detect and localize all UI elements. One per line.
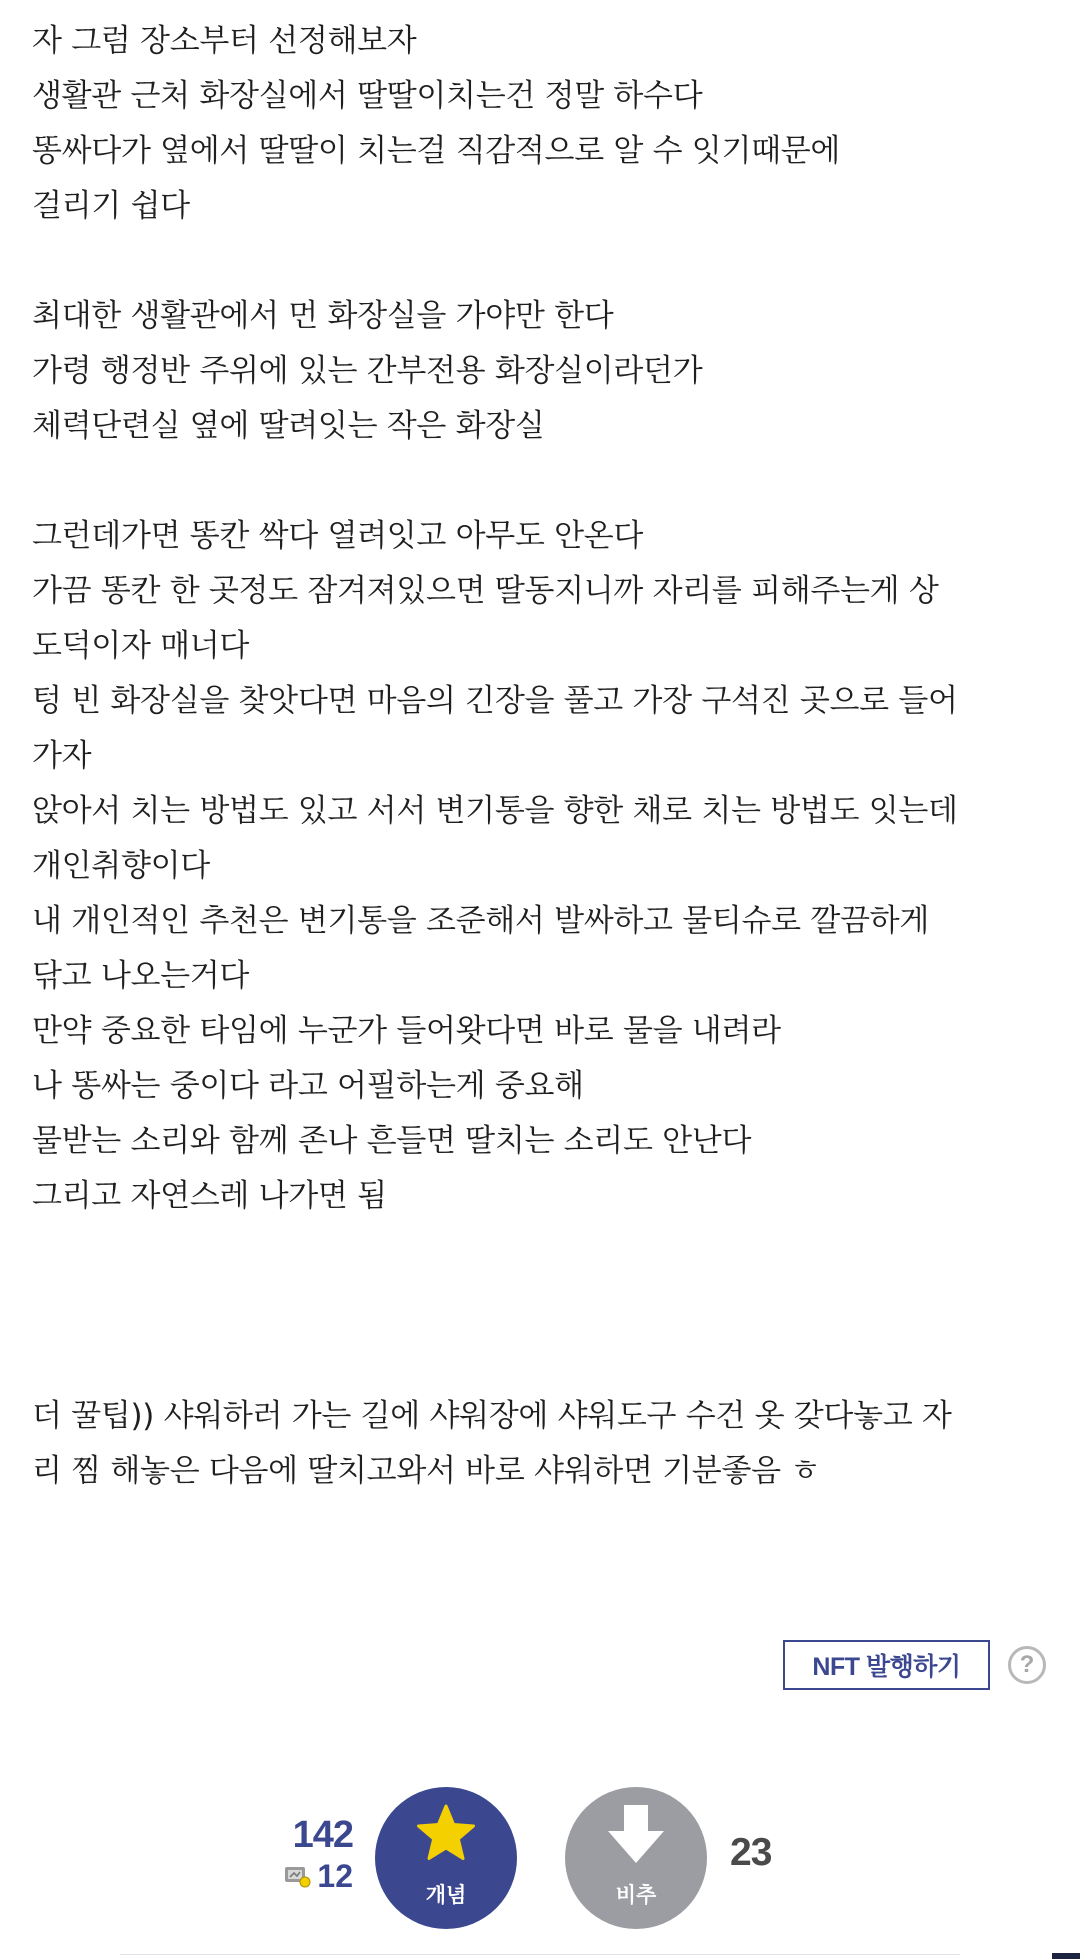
corner-edge <box>1052 1953 1080 1959</box>
fix-badge-icon <box>284 1864 311 1888</box>
nft-mint-button[interactable]: NFT 발행하기 <box>783 1640 990 1690</box>
upvote-stats <box>284 1815 353 1893</box>
post-line: 그리고 자연스레 나가면 됨 <box>32 1178 387 1214</box>
blank-gap <box>32 1224 1052 1389</box>
post-line: 가령 행정반 주위에 있는 간부전용 화장실이라던가 <box>32 353 703 389</box>
question-circle-icon[interactable]: ? <box>1008 1646 1046 1684</box>
post-line: 물받는 소리와 함께 존나 흔들면 딸치는 소리도 안난다 <box>32 1123 752 1159</box>
vote-area <box>0 1785 1080 1930</box>
post-line: 걸리기 쉽다 <box>32 188 190 224</box>
star-icon <box>416 1803 476 1863</box>
post-line: 닦고 나오는거다 <box>32 958 250 994</box>
post-line: 그런데가면 똥칸 싹다 열려잇고 아무도 안온다 <box>32 518 644 554</box>
post-line: 앉아서 치는 방법도 있고 서서 변기통을 향한 채로 치는 방법도 잇는데 <box>32 793 958 829</box>
post-line: 텅 빈 화장실을 찾앗다면 마음의 긴장을 풀고 가장 구석진 곳으로 들어 <box>32 683 958 719</box>
arrow-down-icon <box>606 1803 666 1865</box>
fix-count: 12 <box>317 1858 353 1894</box>
post-line: 최대한 생활관에서 먼 화장실을 가야만 한다 <box>32 298 614 334</box>
post-line: 체력단련실 옆에 딸려잇는 작은 화장실 <box>32 408 545 444</box>
bottom-divider <box>120 1954 960 1959</box>
post-line: 가끔 똥칸 한 곳정도 잠겨져있으면 딸동지니까 자리를 피해주는게 상 <box>32 573 939 609</box>
post-line: 자 그럼 장소부터 선정해보자 <box>32 23 417 59</box>
blank-line <box>32 454 1052 509</box>
fix-row <box>284 1859 353 1893</box>
post-line: 생활관 근처 화장실에서 딸딸이치는건 정말 하수다 <box>32 78 703 114</box>
tip-line: 리 찜 해놓은 다음에 딸치고와서 바로 샤워하면 기분좋음 ㅎ <box>32 1453 820 1489</box>
downvote-count: 23 <box>730 1831 772 1874</box>
downvote-label: 비추 <box>615 1883 657 1907</box>
post-line: 만약 중요한 타임에 누군가 들어왓다면 바로 물을 내려라 <box>32 1013 781 1049</box>
post-line: 나 똥싸는 중이다 라고 어필하는게 중요해 <box>32 1068 584 1104</box>
post-body <box>32 14 1052 1499</box>
blank-line <box>32 234 1052 289</box>
tip-line: 더 꿀팁)) 샤워하러 가는 길에 샤워장에 샤워도구 수건 옷 갖다놓고 자 <box>32 1398 952 1434</box>
post-line: 똥싸다가 옆에서 딸딸이 치는걸 직감적으로 알 수 잇기때문에 <box>32 133 841 169</box>
upvote-label: 개념 <box>425 1883 467 1907</box>
post-line: 도덕이자 매너다 <box>32 628 250 664</box>
post-line: 개인취향이다 <box>32 848 210 884</box>
post-line: 내 개인적인 추천은 변기통을 조준해서 발싸하고 물티슈로 깔끔하게 <box>32 903 929 939</box>
post-line: 가자 <box>32 738 92 774</box>
downvote-button[interactable] <box>565 1787 707 1929</box>
upvote-button[interactable] <box>375 1787 517 1929</box>
nft-row <box>783 1640 1046 1690</box>
upvote-count: 142 <box>292 1814 353 1856</box>
